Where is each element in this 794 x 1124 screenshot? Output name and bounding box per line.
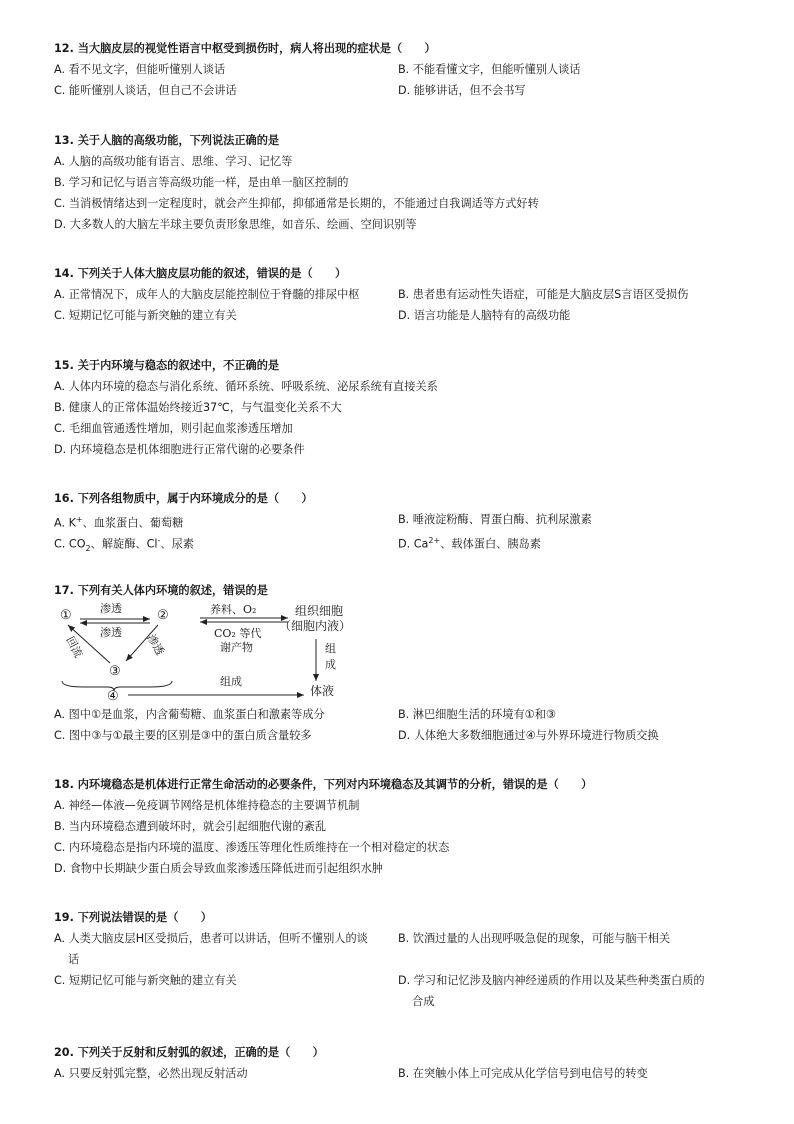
option-c: C. 短期记忆可能与新突触的建立有关 <box>54 309 237 322</box>
label-nutrients: 养料、O₂ <box>210 603 257 616</box>
option-a: A. 神经—体液—免疫调节网络是机体维持稳态的主要调节机制 <box>54 799 360 812</box>
question-stem: 13. 关于人脑的高级功能，下列说法正确的是 <box>54 134 280 147</box>
label-co2: CO₂ 等代 <box>214 627 262 640</box>
option-c: C. $CO_2$、解旋酶、Cl-、尿素 <box>54 536 194 553</box>
label-zucheng-h: 组成 <box>220 675 242 688</box>
question-stem: 16. 下列各组物质中，属于内环境成分的是（ ） <box>54 492 313 505</box>
option-b: B. 当内环境稳态遭到破坏时，就会引起细胞代谢的紊乱 <box>54 820 327 833</box>
label-intracellular: （细胞内液） <box>279 619 352 633</box>
question-stem: 20. 下列关于反射和反射弧的叙述，正确的是（ ） <box>54 1046 324 1059</box>
option-b: B. 在突触小体上可完成从化学信号到电信号的转变 <box>398 1067 648 1080</box>
question-14 <box>54 263 744 326</box>
option-c: C. 毛细血管通透性增加，则引起血浆渗透压增加 <box>54 422 293 435</box>
label-shentou-diag: 渗透 <box>144 632 167 658</box>
option-a: A. 人类大脑皮层H区受损后，患者可以讲话，但听不懂别人的谈 话 <box>54 932 368 966</box>
label-metabolites: 谢产物 <box>220 641 253 654</box>
label-shentou-top: 渗透 <box>100 602 122 615</box>
label-shentou-bottom: 渗透 <box>100 626 122 639</box>
node-4: ④ <box>107 689 119 701</box>
option-a: A. 只要反射弧完整，必然出现反射活动 <box>54 1067 248 1080</box>
option-c: C. 能听懂别人谈话，但自己不会讲话 <box>54 84 237 97</box>
label-zucheng-v2: 成 <box>325 658 336 671</box>
option-b: B. 学习和记忆与语言等高级功能一样，是由单一脑区控制的 <box>54 176 349 189</box>
question-16 <box>54 488 744 551</box>
option-a: A. K+、血浆蛋白、葡萄糖 <box>54 515 184 530</box>
option-b: B. 唾液淀粉酶、胃蛋白酶、抗利尿激素 <box>398 513 592 526</box>
option-d: D. 内环境稳态是机体细胞进行正常代谢的必要条件 <box>54 443 305 456</box>
option-b: B. 饮酒过量的人出现呼吸急促的现象，可能与脑干相关 <box>398 932 671 945</box>
label-zucheng-v1: 组 <box>325 642 336 655</box>
option-c: C. 图中③与①最主要的区别是③中的蛋白质含量较多 <box>54 729 312 742</box>
option-a: A. 人体内环境的稳态与消化系统、循环系统、呼吸系统、泌尿系统有直接关系 <box>54 380 438 393</box>
option-d: D. 学习和记忆涉及脑内神经递质的作用以及某些种类蛋白质的 合成 <box>398 974 705 1008</box>
option-a: A. 人脑的高级功能有语言、思维、学习、记忆等 <box>54 155 293 168</box>
question-12 <box>54 38 744 101</box>
option-d: D. 食物中长期缺少蛋白质会导致血浆渗透压降低进而引起组织水肿 <box>54 862 383 875</box>
question-17-options <box>54 704 744 746</box>
question-20 <box>54 1042 744 1084</box>
question-13 <box>54 130 744 235</box>
question-15 <box>54 355 744 460</box>
option-d: D. 能够讲话，但不会书写 <box>398 84 526 97</box>
question-stem: 19. 下列说法错误的是（ ） <box>54 911 212 924</box>
question-stem: 15. 关于内环境与稳态的叙述中，不正确的是 <box>54 359 280 372</box>
option-b: B. 健康人的正常体温始终接近37℃，与气温变化关系不大 <box>54 401 342 414</box>
option-a: A. 正常情况下，成年人的大脑皮层能控制位于脊髓的排尿中枢 <box>54 288 360 301</box>
body-fluid-diagram <box>54 601 374 701</box>
option-a: A. 看不见文字，但能听懂别人谈话 <box>54 63 226 76</box>
question-stem: 12. 当大脑皮层的视觉性语言中枢受到损伤时，病人将出现的症状是（ ） <box>54 42 436 55</box>
node-1: ① <box>60 608 72 623</box>
option-c: C. 内环境稳态是指内环境的温度、渗透压等理化性质维持在一个相对稳定的状态 <box>54 841 450 854</box>
option-d: D. 人体绝大多数细胞通过④与外界环境进行物质交换 <box>398 729 659 742</box>
option-d: D. 大多数人的大脑左半球主要负责形象思维，如音乐、绘画、空间识别等 <box>54 218 417 231</box>
option-c: C. 短期记忆可能与新突触的建立有关 <box>54 974 237 987</box>
label-tissue-cell: 组织细胞 <box>295 604 344 618</box>
option-b: B. 淋巴细胞生活的环境有①和③ <box>398 708 556 721</box>
question-19 <box>54 907 744 1012</box>
option-b: B. 不能看懂文字，但能听懂别人谈话 <box>398 63 581 76</box>
node-2: ② <box>157 608 169 623</box>
option-b: B. 患者患有运动性失语症，可能是大脑皮层S言语区受损伤 <box>398 288 689 301</box>
question-18 <box>54 774 744 879</box>
question-stem: 18. 内环境稳态是机体进行正常生命活动的必要条件，下列对内环境稳态及其调节的分析，错误的是（ ） <box>54 778 593 791</box>
question-stem: 14. 下列关于人体大脑皮层功能的叙述，错误的是（ ） <box>54 267 347 280</box>
option-a: A. 图中①是血浆，内含葡萄糖、血浆蛋白和激素等成分 <box>54 708 325 721</box>
question-stem: 17. 下列有关人体内环境的叙述，错误的是 <box>54 584 268 597</box>
option-d: D. 语言功能是人脑特有的高级功能 <box>398 309 571 322</box>
label-body-fluid: 体液 <box>310 684 335 698</box>
option-d: D. $Ca^{2+}$、载体蛋白、胰岛素 <box>398 536 541 551</box>
label-huiliu: 回流 <box>63 634 86 660</box>
question-17 <box>54 580 744 601</box>
option-c: C. 当消极情绪达到一定程度时，就会产生抑郁，抑郁通常是长期的，不能通过自我调适等方式好转 <box>54 197 539 210</box>
node-3: ③ <box>109 664 121 679</box>
